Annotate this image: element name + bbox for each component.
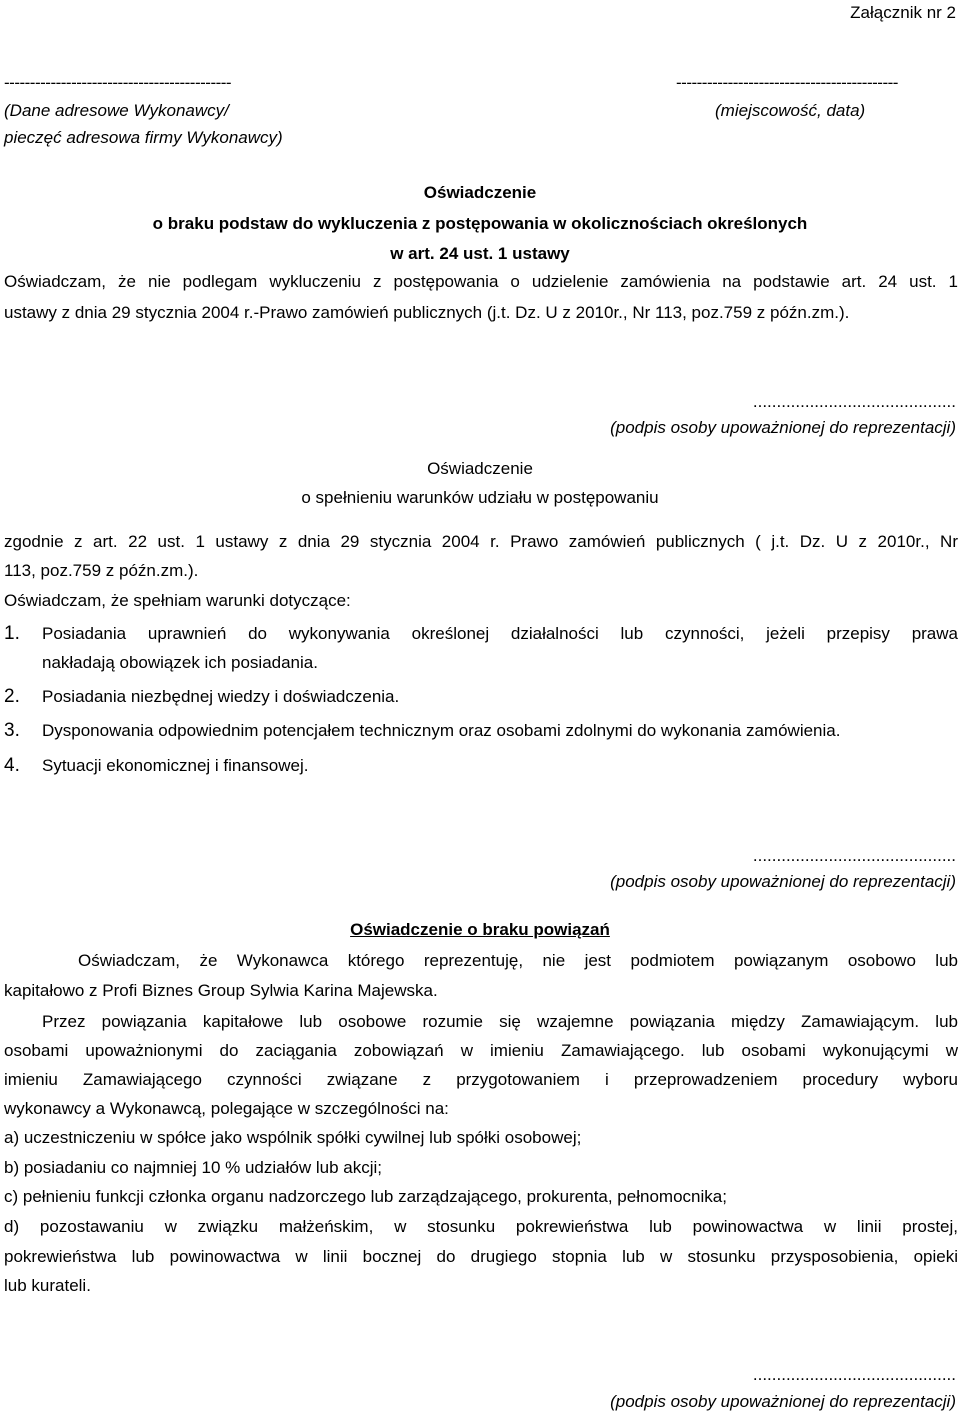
section3-p1-line2: kapitałowo z Profi Biznes Group Sylwia Karina Majewska. bbox=[4, 981, 438, 1000]
section3-p2-line3: imieniu Zamawiającego czynności związane z przygotowaniem i przeprowadzeniem procedury wyboru bbox=[4, 1070, 958, 1089]
relation-item-d-line1: d) pozostawaniu w związku małżeńskim, w stosunku pokrewieństwa lub powinowactwa w linii prostej, bbox=[4, 1217, 958, 1236]
condition-item-3: Dysponowania odpowiednim potencjałem technicznym oraz osobami zdolnymi do wykonania zamówienia. bbox=[42, 721, 841, 740]
section2-signature-dots: ........................................... bbox=[752, 846, 956, 865]
condition-number-3: 3. bbox=[4, 720, 20, 741]
section3-p2-line4: wykonawcy a Wykonawcą, polegające w szczególności na: bbox=[4, 1099, 449, 1118]
contractor-address-label: (Dane adresowe Wykonawcy/ bbox=[4, 101, 229, 120]
condition-number-1: 1. bbox=[4, 623, 20, 644]
section1-title: Oświadczenie bbox=[423, 183, 537, 202]
section1-signature-dots: ........................................... bbox=[752, 392, 956, 411]
place-date-label: (miejscowość, data) bbox=[715, 101, 866, 120]
relation-item-a: a) uczestniczeniu w spółce jako wspólnik spółki cywilnej lub spółki osobowej; bbox=[4, 1128, 582, 1147]
section2-declaration: Oświadczam, że spełniam warunki dotyczące: bbox=[4, 591, 351, 610]
section3-title: Oświadczenie o braku powiązań bbox=[350, 920, 610, 939]
section1-signature-label: (podpis osoby upoważnionej do reprezentacji) bbox=[610, 418, 956, 437]
condition-item-1-cont: nakładają obowiązek ich posiadania. bbox=[42, 653, 318, 672]
condition-item-2: Posiadania niezbędnej wiedzy i doświadczenia. bbox=[42, 687, 400, 706]
contractor-dashes: -------------------------------------------- bbox=[4, 73, 232, 92]
relation-item-d-line3: lub kurateli. bbox=[4, 1276, 91, 1295]
section2-title: Oświadczenie bbox=[427, 459, 533, 478]
contractor-stamp-label: pieczęć adresowa firmy Wykonawcy) bbox=[4, 128, 283, 147]
condition-number-2: 2. bbox=[4, 686, 20, 707]
section2-intro-line1: zgodnie z art. 22 ust. 1 ustawy z dnia 29 stycznia 2004 r. Prawo zamówień publicznych ( j.t. Dz. U z 2010r., Nr bbox=[4, 532, 958, 551]
section2-intro-line2: 113, poz.759 z późn.zm.). bbox=[4, 561, 199, 580]
condition-number-4: 4. bbox=[4, 755, 20, 776]
section1-subtitle: o braku podstaw do wykluczenia z postępowania w okolicznościach określonych bbox=[152, 214, 808, 233]
section2-signature-label: (podpis osoby upoważnionej do reprezentacji) bbox=[610, 872, 956, 891]
relation-item-c: c) pełnieniu funkcji członka organu nadzorczego lub zarządzającego, prokurenta, pełnomocnika; bbox=[4, 1187, 727, 1206]
section1-body-line2: ustawy z dnia 29 stycznia 2004 r.-Prawo zamówień publicznych (j.t. Dz. U z 2010r., Nr 113, poz.759 z późn.zm.). bbox=[4, 303, 850, 322]
section3-p2-line2: osobami upoważnionymi do zaciągania zobowiązań w imieniu Zamawiającego. lub osobami wykonującymi w bbox=[4, 1041, 958, 1060]
relation-item-d-line2: pokrewieństwa lub powinowactwa w linii bocznej do drugiego stopnia lub w stosunku przysposobienia, opieki bbox=[4, 1247, 958, 1266]
section2-subtitle: o spełnieniu warunków udziału w postępowaniu bbox=[301, 488, 659, 507]
date-dashes: ------------------------------------------- bbox=[676, 73, 898, 92]
section1-subtitle-article: w art. 24 ust. 1 ustawy bbox=[390, 244, 570, 263]
relation-item-b: b) posiadaniu co najmniej 10 % udziałów lub akcji; bbox=[4, 1158, 382, 1177]
section3-p1-line1: Oświadczam, że Wykonawca którego reprezentuję, nie jest podmiotem powiązanym osobowo lub bbox=[78, 951, 958, 970]
section3-signature-label: (podpis osoby upoważnionej do reprezentacji) bbox=[610, 1392, 956, 1411]
annex-label: Załącznik nr 2 bbox=[850, 3, 956, 22]
condition-item-1: Posiadania uprawnień do wykonywania określonej działalności lub czynności, jeżeli przepisy prawa bbox=[42, 624, 958, 643]
section1-body-line1: Oświadczam, że nie podlegam wykluczeniu z postępowania o udzielenie zamówienia na podstawie art. 24 ust. 1 bbox=[4, 272, 958, 291]
section3-signature-dots: ........................................... bbox=[752, 1365, 956, 1384]
section3-p2-line1: Przez powiązania kapitałowe lub osobowe rozumie się wzajemne powiązania między Zamawiającym. lub bbox=[42, 1012, 958, 1031]
condition-item-4: Sytuacji ekonomicznej i finansowej. bbox=[42, 756, 309, 775]
